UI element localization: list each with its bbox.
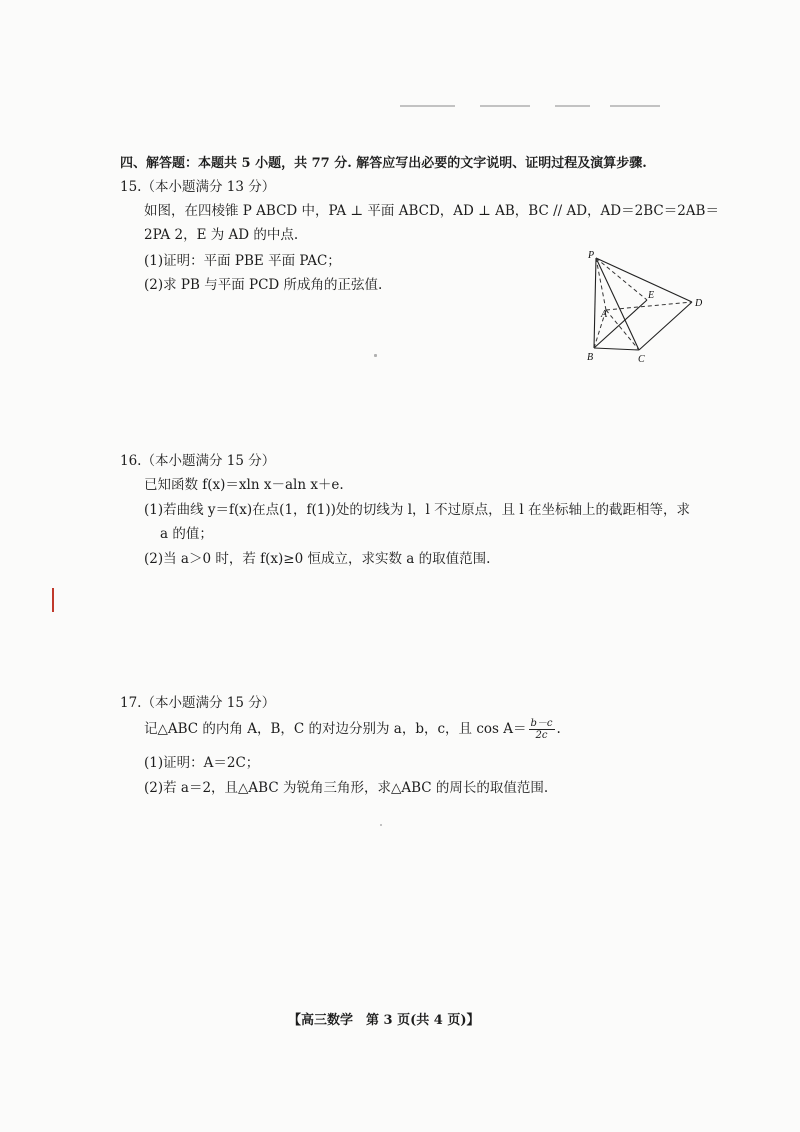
edge-BC — [594, 348, 639, 350]
label-B: B — [587, 352, 594, 363]
scan-speck — [380, 824, 382, 826]
q16-heading: 16.（本小题满分 15 分） — [120, 453, 276, 469]
q16-part1-line1: (1)若曲线 y＝f(x)在点(1，f(1))处的切线为 l，l 不过原点，且 l 在坐标轴上的截距相等，求 — [144, 502, 691, 518]
scan-mark — [555, 105, 590, 107]
edge-PA — [596, 258, 606, 310]
fraction-denominator: 2c — [535, 730, 548, 741]
label-C: C — [638, 354, 645, 365]
q17-given-suffix: . — [556, 721, 561, 737]
edge-AC — [606, 310, 639, 350]
q15-part2: (2)求 PB 与平面 PCD 所成角的正弦值. — [144, 277, 383, 293]
label-A: A — [601, 309, 608, 320]
page-footer: 【高三数学 第 3 页(共 4 页)】 — [288, 1013, 480, 1028]
scan-mark — [610, 105, 660, 107]
cos-fraction — [529, 718, 555, 741]
edge-PD — [596, 258, 692, 302]
edge-BE — [594, 300, 647, 348]
edge-CD — [639, 302, 692, 350]
q15-part1: (1)证明：平面 PBE 平面 PAC； — [144, 253, 341, 269]
q16-part1-line2: a 的值； — [160, 526, 213, 542]
fraction-numerator: b－c — [530, 718, 553, 729]
edge-PB — [594, 258, 596, 348]
pyramid-figure — [584, 250, 714, 370]
label-P: P — [588, 250, 595, 261]
q17-given — [144, 718, 561, 741]
q17-heading: 17.（本小题满分 15 分） — [120, 695, 276, 711]
label-D: D — [695, 298, 703, 309]
q16-given: 已知函数 f(x)＝xln x－aln x＋e. — [144, 477, 344, 493]
q17-given-prefix: 记△ABC 的内角 A，B，C 的对边分别为 a，b，c，且 cos A＝ — [144, 721, 527, 737]
scan-mark — [400, 105, 455, 107]
q17-part2: (2)若 a＝2，且△ABC 为锐角三角形，求△ABC 的周长的取值范围. — [144, 780, 549, 796]
q16-part2: (2)当 a＞0 时，若 f(x)≥0 恒成立，求实数 a 的取值范围. — [144, 551, 491, 567]
edge-PE — [596, 258, 647, 300]
scan-mark — [480, 105, 530, 107]
q15-line2: 2PA 2，E 为 AD 的中点. — [144, 227, 299, 243]
label-E: E — [648, 290, 655, 301]
q15-line1: 如图，在四棱锥 P ABCD 中，PA ⊥ 平面 ABCD，AD ⊥ AB，BC // AD，AD＝2BC＝2AB＝ — [144, 203, 719, 219]
q17-part1: (1)证明：A＝2C； — [144, 755, 260, 771]
scan-speck — [374, 354, 377, 357]
margin-red-mark — [52, 588, 54, 612]
q15-heading: 15.（本小题满分 13 分） — [120, 179, 276, 195]
edge-PC — [596, 258, 639, 350]
pyramid-diagram — [584, 250, 714, 370]
section-header: 四、解答题：本题共 5 小题，共 77 分. 解答应写出必要的文字说明、证明过程及演算步骤. — [120, 156, 647, 171]
